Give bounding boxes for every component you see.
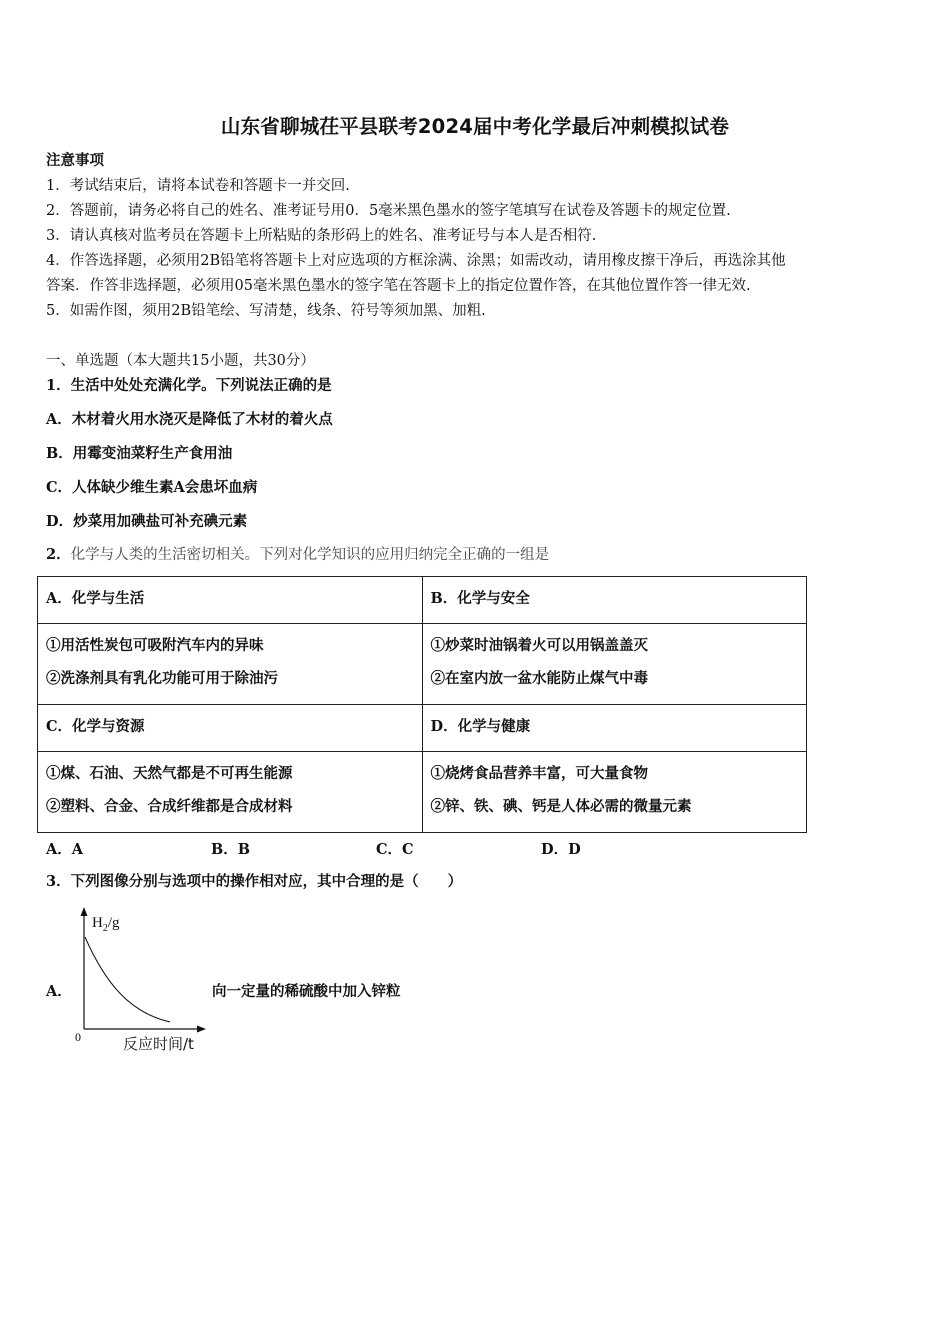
q2-cell-a-head: A．化学与生活 (38, 577, 423, 624)
q2-cell-b-body: ①炒菜时油锅着火可以用锅盖盖灭 ②在室内放一盆水能防止煤气中毒 (422, 624, 807, 705)
q1-option-b: B．用霉变油菜籽生产食用油 (46, 445, 233, 462)
h2-curve (85, 937, 170, 1022)
notes-heading: 注意事项 (46, 152, 104, 169)
q3-graph-a (66, 905, 216, 1060)
question-1-stem: 1．生活中处处充满化学。下列说法正确的是 (46, 377, 332, 394)
q2-cell-d-head: D．化学与健康 (422, 705, 807, 752)
q3-option-a-desc: 向一定量的稀硫酸中加入锌粒 (212, 983, 401, 1000)
x-axis-arrow (197, 1026, 206, 1033)
question-3-stem: 3．下列图像分别与选项中的操作相对应，其中合理的是（ ） (46, 873, 463, 890)
q1-option-a: A．木材着火用水浇灭是降低了木材的着火点 (46, 411, 333, 428)
section-heading: 一、单选题（本大题共15小题，共30分） (46, 353, 315, 369)
q2-cell-a-body: ①用活性炭包可吸附汽车内的异味 ②洗涤剂具有乳化功能可用于除油污 (38, 624, 423, 705)
q2-cell-c-head: C．化学与资源 (38, 705, 423, 752)
q2-stem-text: 化学与人类的生活密切相关。下列对化学知识的应用归纳完全正确的一组是 (70, 547, 550, 563)
y-axis-arrow (81, 907, 88, 916)
note-item: 1．考试结束后，请将本试卷和答题卡一并交回. (46, 178, 350, 194)
q1-option-c: C．人体缺少维生素A会患坏血病 (46, 479, 258, 496)
q1-option-d: D．炒菜用加碘盐可补充碘元素 (46, 513, 248, 530)
q2-cell-b-head: B．化学与安全 (422, 577, 807, 624)
note-item: 3．请认真核对监考员在答题卡上所粘贴的条形码上的姓名、准考证号与本人是否相符. (46, 228, 597, 244)
q2-number: 2． (46, 546, 71, 563)
note-item: 4．作答选择题，必须用2B铅笔将答题卡上对应选项的方框涂满、涂黑；如需改动，请用橡皮擦干净后，再选涂其他 (46, 253, 786, 269)
note-item: 2．答题前，请务必将自己的姓名、准考证号用0．5毫米黑色墨水的签字笔填写在试卷及答题卡的规定位置. (46, 203, 731, 219)
question-2-stem (46, 545, 549, 565)
origin-label: 0 (75, 1030, 81, 1044)
q2-option-c: C．C (376, 841, 414, 858)
q2-cell-d-body: ①烧烤食品营养丰富，可大量食物 ②锌、铁、碘、钙是人体必需的微量元素 (422, 752, 807, 833)
x-axis-label: 反应时间/t (123, 1035, 194, 1053)
q2-option-d: D．D (541, 841, 581, 858)
note-item: 答案．作答非选择题，必须用05毫米黑色墨水的签字笔在答题卡上的指定位置作答，在其他位置作答一律无效. (46, 278, 751, 294)
note-item: 5．如需作图，须用2B铅笔绘、写清楚，线条、符号等须加黑、加粗. (46, 303, 486, 319)
q3-option-a-label: A． (46, 983, 72, 1000)
q2-option-a: A．A (46, 841, 84, 858)
q2-option-b: B．B (211, 841, 251, 858)
y-axis-label: $H_2/g$ (92, 915, 120, 934)
q2-cell-c-body: ①煤、石油、天然气都是不可再生能源 ②塑料、合金、合成纤维都是合成材料 (38, 752, 423, 833)
q2-table (37, 576, 807, 833)
page-title: 山东省聊城茌平县联考2024届中考化学最后冲刺模拟试卷 (220, 115, 730, 138)
